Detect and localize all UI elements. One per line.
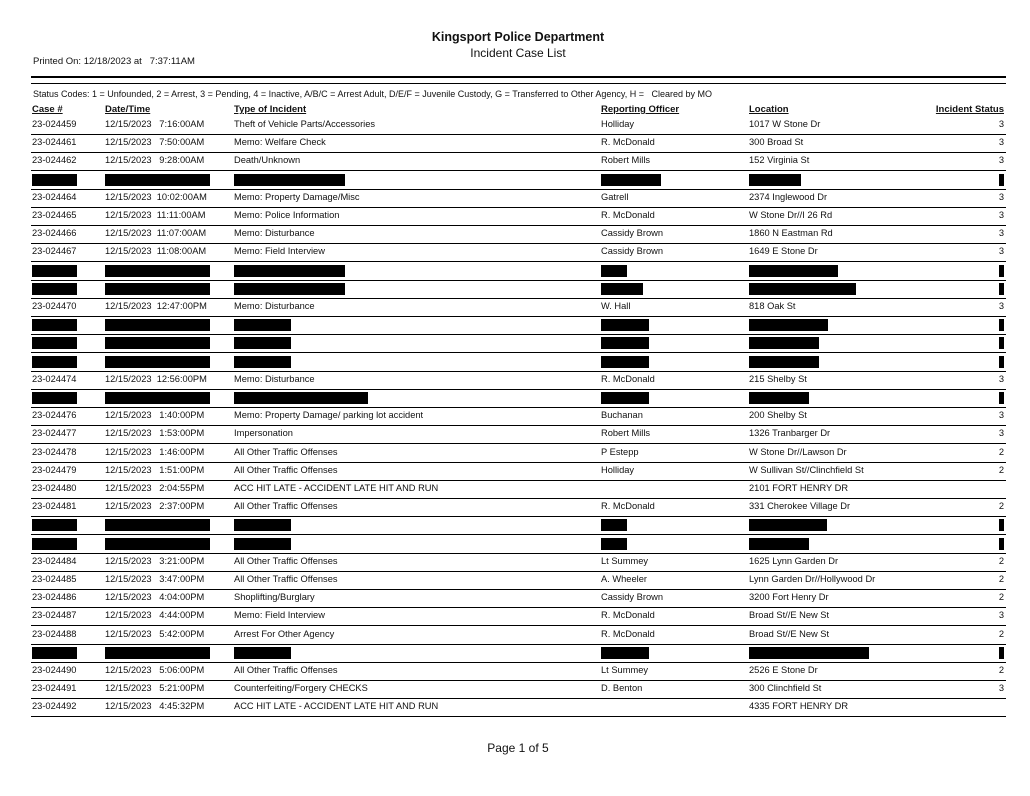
redaction-bar <box>999 265 1004 277</box>
date-time-cell: 12/15/2023 11:11:00AM <box>105 210 206 220</box>
table-row-redacted <box>31 353 1006 372</box>
case-number-cell: 23-024484 <box>32 555 77 566</box>
table-row <box>31 480 1006 499</box>
redaction-bar <box>999 283 1004 295</box>
location-cell: W Stone Dr//I 26 Rd <box>749 210 833 220</box>
redaction-bar <box>999 519 1004 531</box>
redaction-bar <box>32 647 77 659</box>
table-row-redacted <box>31 280 1006 299</box>
redaction-bar <box>32 319 77 331</box>
redaction-bar <box>234 319 291 331</box>
case-number-cell: 23-024491 <box>32 683 77 694</box>
date-time-cell: 12/15/2023 9:28:00AM <box>105 155 205 166</box>
table-row <box>31 134 1006 153</box>
incident-status-cell: 2 <box>998 555 1004 566</box>
date-time-cell: 12/15/2023 11:07:00AM <box>105 228 207 239</box>
reporting-officer-cell: Lt Summey <box>601 665 649 675</box>
redaction-bar <box>601 538 627 550</box>
redaction-bar <box>749 265 838 277</box>
case-number-cell: 23-024476 <box>32 410 77 421</box>
incident-status-cell: 3 <box>998 228 1004 239</box>
case-number-cell: 23-024478 <box>32 446 77 457</box>
table-row <box>31 553 1006 572</box>
reporting-officer-cell: R. McDonald <box>601 628 655 639</box>
incident-type-cell: All Other Traffic Offenses <box>234 574 338 584</box>
location-cell: W Stone Dr//Lawson Dr <box>749 446 847 457</box>
incident-status-cell: 3 <box>998 683 1004 694</box>
reporting-officer-cell: R. McDonald <box>601 610 655 621</box>
incident-type-cell: Memo: Property Damage/Misc <box>234 191 360 202</box>
case-number-cell: 23-024492 <box>32 701 77 712</box>
redaction-bar <box>601 356 649 368</box>
table-row <box>31 189 1006 208</box>
incident-status-cell: 2 <box>998 446 1004 457</box>
date-time-cell: 12/15/2023 2:37:00PM <box>105 501 205 512</box>
redaction-bar <box>749 392 809 404</box>
date-time-cell: 12/15/2023 10:02:00AM <box>105 191 207 202</box>
location-cell: 215 Shelby St <box>749 373 807 384</box>
incident-type-cell: Memo: Field Interview <box>234 610 325 621</box>
reporting-officer-cell: Buchanan <box>601 410 643 421</box>
case-number-cell: 23-024477 <box>32 428 77 439</box>
column-header-date: Date/Time <box>105 104 151 115</box>
table-row-redacted <box>31 334 1006 353</box>
case-number-cell: 23-024461 <box>32 137 77 148</box>
reporting-officer-cell: Robert Mills <box>601 155 651 166</box>
date-time-cell: 12/15/2023 7:16:00AM <box>105 119 205 129</box>
reporting-officer-cell: R. McDonald <box>601 501 655 512</box>
incident-type-cell: Theft of Vehicle Parts/Accessories <box>234 119 376 129</box>
location-cell: 2101 FORT HENRY DR <box>749 483 849 493</box>
redaction-bar <box>234 538 291 550</box>
incident-status-cell: 2 <box>998 501 1004 512</box>
incident-type-cell: Arrest For Other Agency <box>234 628 335 639</box>
incident-status-cell: 2 <box>998 464 1004 475</box>
date-time-cell: 12/15/2023 4:45:32PM <box>105 701 205 712</box>
incident-status-cell: 3 <box>998 246 1004 257</box>
incident-status-cell: 3 <box>998 410 1004 421</box>
location-cell: 1326 Tranbarger Dr <box>749 428 831 439</box>
date-time-cell: 12/15/2023 2:04:55PM <box>105 483 205 493</box>
date-time-cell: 12/15/2023 1:51:00PM <box>105 464 205 475</box>
redaction-bar <box>999 337 1004 349</box>
report-title: Kingsport Police Department <box>431 30 605 44</box>
date-time-cell: 12/15/2023 4:04:00PM <box>105 592 205 603</box>
redaction-bar <box>749 283 856 295</box>
case-number-cell: 23-024480 <box>32 483 77 493</box>
page-number: Page 1 of 5 <box>487 741 549 755</box>
incident-status-cell: 3 <box>998 119 1004 129</box>
redaction-bar <box>601 174 661 186</box>
date-time-cell: 12/15/2023 3:47:00PM <box>105 574 205 584</box>
incident-type-cell: Memo: Disturbance <box>234 301 315 311</box>
redaction-bar <box>105 265 210 277</box>
date-time-cell: 12/15/2023 11:08:00AM <box>105 246 207 257</box>
date-time-cell: 12/15/2023 1:46:00PM <box>105 446 205 457</box>
reporting-officer-cell: Lt Summey <box>601 555 649 566</box>
redaction-bar <box>601 392 649 404</box>
incident-type-cell: Death/Unknown <box>234 155 301 166</box>
location-cell: 1649 E Stone Dr <box>749 246 818 257</box>
table-row-redacted <box>31 389 1006 408</box>
reporting-officer-cell: A. Wheeler <box>601 574 647 584</box>
case-number-cell: 23-024481 <box>32 501 77 512</box>
reporting-officer-cell: R. McDonald <box>601 373 655 384</box>
redaction-bar <box>32 174 77 186</box>
case-number-cell: 23-024467 <box>32 246 77 257</box>
incident-type-cell: Counterfeiting/Forgery CHECKS <box>234 683 368 694</box>
incident-type-cell: All Other Traffic Offenses <box>234 665 338 675</box>
table-row <box>31 662 1006 681</box>
location-cell: W Sullivan St//Clinchfield St <box>749 464 864 475</box>
location-cell: 2374 Inglewood Dr <box>749 191 828 202</box>
table-row <box>31 607 1006 626</box>
date-time-cell: 12/15/2023 5:06:00PM <box>105 665 205 675</box>
redaction-bar <box>32 538 77 550</box>
location-cell: 2526 E Stone Dr <box>749 665 818 675</box>
redaction-bar <box>999 647 1004 659</box>
redaction-bar <box>32 392 77 404</box>
case-number-cell: 23-024466 <box>32 228 77 239</box>
incident-status-cell: 2 <box>998 628 1004 639</box>
redaction-bar <box>234 356 291 368</box>
table-row <box>31 698 1006 717</box>
redaction-bar <box>999 392 1004 404</box>
redaction-bar <box>234 337 291 349</box>
table-row-redacted <box>31 644 1006 663</box>
redaction-bar <box>749 337 819 349</box>
date-time-cell: 12/15/2023 4:44:00PM <box>105 610 205 621</box>
incident-type-cell: All Other Traffic Offenses <box>234 464 338 475</box>
redaction-bar <box>601 647 649 659</box>
column-header-status: Incident Status <box>935 104 1004 115</box>
location-cell: 1860 N Eastman Rd <box>749 228 833 239</box>
redaction-bar <box>234 647 291 659</box>
redaction-bar <box>32 265 77 277</box>
redaction-bar <box>105 174 210 186</box>
redaction-bar <box>999 174 1004 186</box>
redaction-bar <box>749 647 869 659</box>
table-row <box>31 626 1006 645</box>
incident-status-cell: 3 <box>998 137 1004 148</box>
incident-status-cell: 2 <box>998 574 1004 584</box>
table-row <box>31 407 1006 426</box>
table-row-redacted <box>31 316 1006 335</box>
table-row-redacted <box>31 171 1006 190</box>
table-row <box>31 680 1006 699</box>
date-time-cell: 12/15/2023 12:47:00PM <box>105 301 207 311</box>
redaction-bar <box>234 519 291 531</box>
table-row <box>31 207 1006 226</box>
column-header-type: Type of Incident <box>234 104 307 115</box>
redaction-bar <box>601 337 649 349</box>
redaction-bar <box>601 319 649 331</box>
redaction-bar <box>105 647 210 659</box>
report-subtitle: Incident Case List <box>470 46 566 60</box>
location-cell: 331 Cherokee Village Dr <box>749 501 851 512</box>
reporting-officer-cell: Gatrell <box>601 191 629 202</box>
table-row <box>31 425 1006 444</box>
location-cell: 4335 FORT HENRY DR <box>749 701 849 712</box>
reporting-officer-cell: Cassidy Brown <box>601 592 664 603</box>
location-cell: 1625 Lynn Garden Dr <box>749 555 839 566</box>
date-time-cell: 12/15/2023 3:21:00PM <box>105 555 205 566</box>
date-time-cell: 12/15/2023 1:40:00PM <box>105 410 205 421</box>
reporting-officer-cell: W. Hall <box>601 301 631 311</box>
reporting-officer-cell: D. Benton <box>601 683 643 694</box>
incident-type-cell: Shoplifting/Burglary <box>234 592 315 603</box>
location-cell: Broad St//E New St <box>749 628 830 639</box>
incident-status-cell: 3 <box>998 191 1004 202</box>
case-number-cell: 23-024485 <box>32 574 77 584</box>
redaction-bar <box>32 283 77 295</box>
incident-type-cell: Memo: Police Information <box>234 210 340 220</box>
redaction-bar <box>601 519 627 531</box>
redaction-bar <box>234 392 368 404</box>
header-divider-top <box>31 76 1006 78</box>
case-number-cell: 23-024462 <box>32 155 77 166</box>
location-cell: 1017 W Stone Dr <box>749 119 821 129</box>
redaction-bar <box>234 174 345 186</box>
redaction-bar <box>234 265 345 277</box>
incident-type-cell: Memo: Property Damage/ parking lot accident <box>234 410 424 421</box>
reporting-officer-cell: Cassidy Brown <box>601 228 664 239</box>
location-cell: Broad St//E New St <box>749 610 830 621</box>
table-row <box>31 371 1006 390</box>
date-time-cell: 12/15/2023 5:21:00PM <box>105 683 205 694</box>
incident-type-cell: All Other Traffic Offenses <box>234 501 338 512</box>
incident-type-cell: Memo: Disturbance <box>234 228 315 239</box>
case-number-cell: 23-024470 <box>32 301 77 311</box>
status-codes-legend: Status Codes: 1 = Unfounded, 2 = Arrest, 3 = Pending, 4 = Inactive, A/B/C = Arrest Adult, D/E/F = Juvenile Custody, G = Transferred to Other Agency, H = Cleared by MO <box>33 89 713 99</box>
date-time-cell: 12/15/2023 5:42:00PM <box>105 628 205 639</box>
case-number-cell: 23-024487 <box>32 610 77 621</box>
incident-status-cell: 3 <box>998 428 1004 439</box>
table-row <box>31 116 1006 135</box>
case-number-cell: 23-024465 <box>32 210 77 220</box>
table-row-redacted <box>31 535 1006 554</box>
table-row <box>31 462 1006 481</box>
reporting-officer-cell: R. McDonald <box>601 210 655 220</box>
redaction-bar <box>749 538 809 550</box>
redaction-bar <box>234 283 345 295</box>
location-cell: 3200 Fort Henry Dr <box>749 592 829 603</box>
reporting-officer-cell: Cassidy Brown <box>601 246 664 257</box>
reporting-officer-cell: Holliday <box>601 119 635 129</box>
redaction-bar <box>601 265 627 277</box>
redaction-bar <box>105 356 210 368</box>
location-cell: 818 Oak St <box>749 301 796 311</box>
location-cell: Lynn Garden Dr//Hollywood Dr <box>749 574 876 584</box>
redaction-bar <box>105 283 210 295</box>
table-row <box>31 498 1006 517</box>
location-cell: 200 Shelby St <box>749 410 807 421</box>
redaction-bar <box>32 356 77 368</box>
case-number-cell: 23-024488 <box>32 628 77 639</box>
redaction-bar <box>749 319 828 331</box>
table-row <box>31 152 1006 171</box>
redaction-bar <box>105 337 210 349</box>
incident-status-cell: 3 <box>998 210 1004 220</box>
date-time-cell: 12/15/2023 1:53:00PM <box>105 428 205 439</box>
redaction-bar <box>105 519 210 531</box>
incident-type-cell: All Other Traffic Offenses <box>234 555 338 566</box>
case-number-cell: 23-024479 <box>32 464 77 475</box>
redaction-bar <box>749 519 827 531</box>
table-row-redacted <box>31 262 1006 281</box>
incident-status-cell: 2 <box>998 592 1004 603</box>
incident-status-cell: 3 <box>998 373 1004 384</box>
incident-type-cell: Memo: Disturbance <box>234 373 315 384</box>
redaction-bar <box>105 392 210 404</box>
column-header-location: Location <box>749 104 789 115</box>
table-row <box>31 571 1006 590</box>
incident-status-cell: 2 <box>998 665 1004 675</box>
redaction-bar <box>32 337 77 349</box>
redaction-bar <box>999 319 1004 331</box>
reporting-officer-cell: Holliday <box>601 464 635 475</box>
table-row <box>31 225 1006 244</box>
case-number-cell: 23-024464 <box>32 191 77 202</box>
redaction-bar <box>601 283 643 295</box>
column-header-officer: Reporting Officer <box>601 104 680 115</box>
reporting-officer-cell: P Estepp <box>601 446 639 457</box>
case-number-cell: 23-024474 <box>32 373 77 384</box>
incident-type-cell: Memo: Welfare Check <box>234 137 326 148</box>
incident-type-cell: ACC HIT LATE - ACCIDENT LATE HIT AND RUN <box>234 483 439 493</box>
printed-on-text: Printed On: 12/18/2023 at 7:37:11AM <box>33 56 195 67</box>
column-header-case: Case # <box>32 104 63 115</box>
redaction-bar <box>32 519 77 531</box>
case-number-cell: 23-024490 <box>32 665 77 675</box>
redaction-bar <box>105 538 210 550</box>
table-row-redacted <box>31 516 1006 535</box>
header-divider-bottom <box>31 83 1006 84</box>
table-row <box>31 444 1006 463</box>
location-cell: 300 Broad St <box>749 137 804 148</box>
date-time-cell: 12/15/2023 7:50:00AM <box>105 137 205 148</box>
reporting-officer-cell: Robert Mills <box>601 428 651 439</box>
incident-type-cell: Impersonation <box>234 428 293 439</box>
case-number-cell: 23-024486 <box>32 592 77 603</box>
incident-type-cell: ACC HIT LATE - ACCIDENT LATE HIT AND RUN <box>234 701 439 712</box>
incident-status-cell: 3 <box>998 301 1004 311</box>
redaction-bar <box>105 319 210 331</box>
table-row <box>31 298 1006 317</box>
incident-status-cell: 3 <box>998 610 1004 621</box>
location-cell: 300 Clinchfield St <box>749 683 822 694</box>
table-row <box>31 589 1006 608</box>
incident-status-cell: 3 <box>998 155 1004 166</box>
table-row <box>31 243 1006 262</box>
redaction-bar <box>749 174 801 186</box>
redaction-bar <box>999 538 1004 550</box>
redaction-bar <box>999 356 1004 368</box>
reporting-officer-cell: R. McDonald <box>601 137 655 148</box>
incident-type-cell: All Other Traffic Offenses <box>234 446 338 457</box>
date-time-cell: 12/15/2023 12:56:00PM <box>105 373 207 384</box>
incident-type-cell: Memo: Field Interview <box>234 246 325 257</box>
case-number-cell: 23-024459 <box>32 119 77 129</box>
location-cell: 152 Virginia St <box>749 155 810 166</box>
redaction-bar <box>749 356 819 368</box>
